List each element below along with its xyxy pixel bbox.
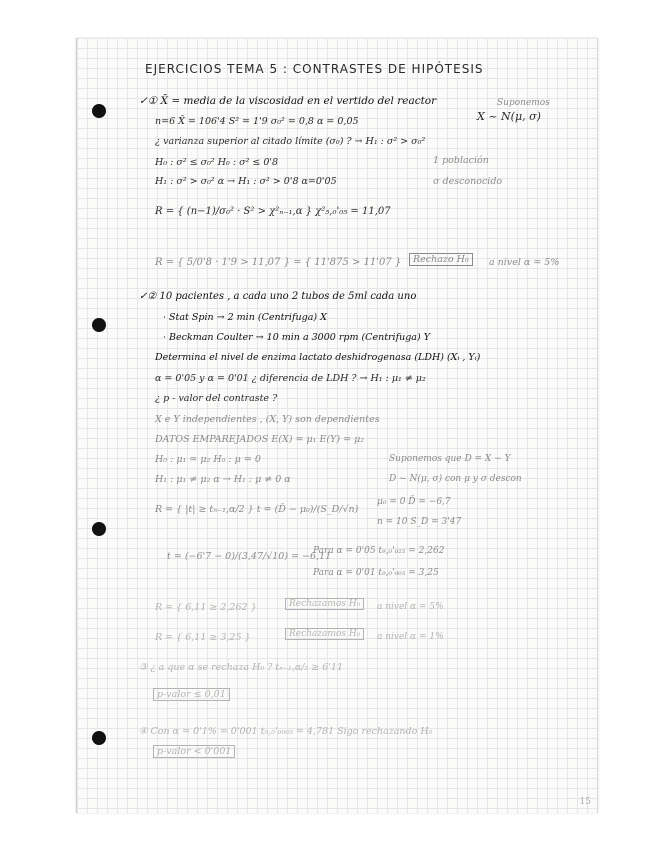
ex2-statement: ✓② 10 pacientes , a cada uno 2 tubos de 5ml cada uno xyxy=(139,291,417,302)
binder-hole xyxy=(92,522,106,536)
ex1-reject-text: Rechazo H₀ xyxy=(409,253,473,266)
ex1-assume-label: Suponemos xyxy=(497,98,550,108)
ex1-h0: H₀ : σ² ≤ σ₀² H₀ : σ² ≤ 0'8 xyxy=(155,157,279,168)
page-title: EJERCICIOS TEMA 5 : CONTRASTES DE HIPÓTESIS xyxy=(145,62,484,76)
ex1-conclusion-box xyxy=(409,254,473,265)
ex3-question: ③ ¿ a que α se rechaza H₀ ? tₙ₋₁,α/₂ ≥ 6'11 xyxy=(139,662,343,673)
ex2-dependence: X e Y independientes , (X, Y) son dependientes xyxy=(155,414,380,425)
ex2-reject-text-1: Rechazamos H₀ xyxy=(285,598,364,610)
ex2-critical-region: R = { |t| ≥ tₙ₋₁,α/2 } t = (D̄ − μ₀)/(S_D/√n) xyxy=(155,504,359,515)
notebook-sheet xyxy=(76,38,598,813)
ex2-t-statistic: t = (−6'7 − 0)/(3,47/√10) = −6,11 xyxy=(167,551,332,562)
ex2-task: Determina el nivel de enzima lactato deshidrogenasa (LDH) (Xᵢ , Yᵢ) xyxy=(155,352,481,363)
page-number: 15 xyxy=(579,797,591,807)
ex2-t-001: Para α = 0'01 t₉,₀'₀₀₅ = 3,25 xyxy=(313,568,439,578)
ex4-statement: ④ Con α = 0'1% = 0'001 t₉,₀'₀₀₀₅ = 4,781 Sigo rechazando H₀ xyxy=(139,726,433,737)
ex3-answer-box xyxy=(153,689,230,700)
ex2-pvalue-question: ¿ p - valor del contraste ? xyxy=(155,393,278,404)
ex2-level-1: a nivel α = 1% xyxy=(377,632,444,642)
ex2-alphas: α = 0'05 y α = 0'01 ¿ diferencia de LDH ? → H₁ : μ₁ ≠ μ₂ xyxy=(155,373,426,384)
ex2-device-x: · Stat Spin → 2 min (Centrifuga) X xyxy=(163,312,327,323)
ex3-answer-text: p-valor ≤ 0,01 xyxy=(153,688,230,701)
ex1-question: ¿ varianza superior al citado límite (σ₀) ? → H₁ : σ² > σ₀² xyxy=(155,136,426,147)
ex2-reject-box-2 xyxy=(285,629,364,639)
ex4-answer-text: p-valor < 0'001 xyxy=(153,745,235,758)
ex2-params-1: μ₀ = 0 D̄ = −6,7 xyxy=(377,497,451,507)
ex1-one-population: 1 población xyxy=(433,155,489,166)
ex2-t-005: Para α = 0'05 t₉,₀'₀₂₅ = 2,262 xyxy=(313,546,445,556)
ex2-assume: Suponemos que D = X − Y xyxy=(389,454,511,464)
ex2-region-001: R = { 6,11 ≥ 3,25 } xyxy=(155,632,251,643)
ex2-reject-box-1 xyxy=(285,599,364,609)
ex1-critical-region: R = { (n−1)/σ₀² · S² > χ²ₙ₋₁,α } χ²₅,₀'₀₅ = 11,07 xyxy=(155,206,391,217)
binder-hole xyxy=(92,318,106,332)
ex2-reject-text-2: Rechazamos H₀ xyxy=(285,628,364,640)
ex1-statement: ✓① X̄ = media de la viscosidad en el vertido del reactor xyxy=(139,95,437,107)
ex1-distribution: X ~ N(μ, σ) xyxy=(477,110,541,123)
ex1-sigma-unknown: σ desconocido xyxy=(433,176,503,187)
ex2-level-5: a nivel α = 5% xyxy=(377,602,444,612)
ex2-region-005: R = { 6,11 ≥ 2,262 } xyxy=(155,602,257,613)
ex2-device-y: · Beckman Coulter → 10 min a 3000 rpm (Centrifuga) Y xyxy=(163,332,430,343)
ex2-h1: H₁ : μ₁ ≠ μ₂ α → H₁ : μ ≠ 0 α xyxy=(155,474,291,485)
ex2-h0: H₀ : μ₁ = μ₂ H₀ : μ = 0 xyxy=(155,454,261,465)
binder-hole xyxy=(92,731,106,745)
ex1-data: n=6 X̄ = 106'4 S² = 1'9 σ₀² = 0,8 α = 0,05 xyxy=(155,116,359,127)
binder-hole xyxy=(92,104,106,118)
ex2-params-2: n = 10 S_D = 3'47 xyxy=(377,517,462,527)
ex1-evaluation: R = { 5/0'8 · 1'9 > 11,07 } = { 11'875 > 11'07 } xyxy=(155,257,402,268)
ex1-h1: H₁ : σ² > σ₀² α → H₁ : σ² > 0'8 α=0'05 xyxy=(155,176,337,187)
ex1-level: a nivel α = 5% xyxy=(489,257,560,268)
ex2-paired: DATOS EMPAREJADOS E(X) = μ₁ E(Y) = μ₂ xyxy=(155,434,365,445)
ex4-answer-box xyxy=(153,746,235,757)
ex2-distribution: D ~ N(μ, σ) con μ y σ descon xyxy=(389,474,522,484)
